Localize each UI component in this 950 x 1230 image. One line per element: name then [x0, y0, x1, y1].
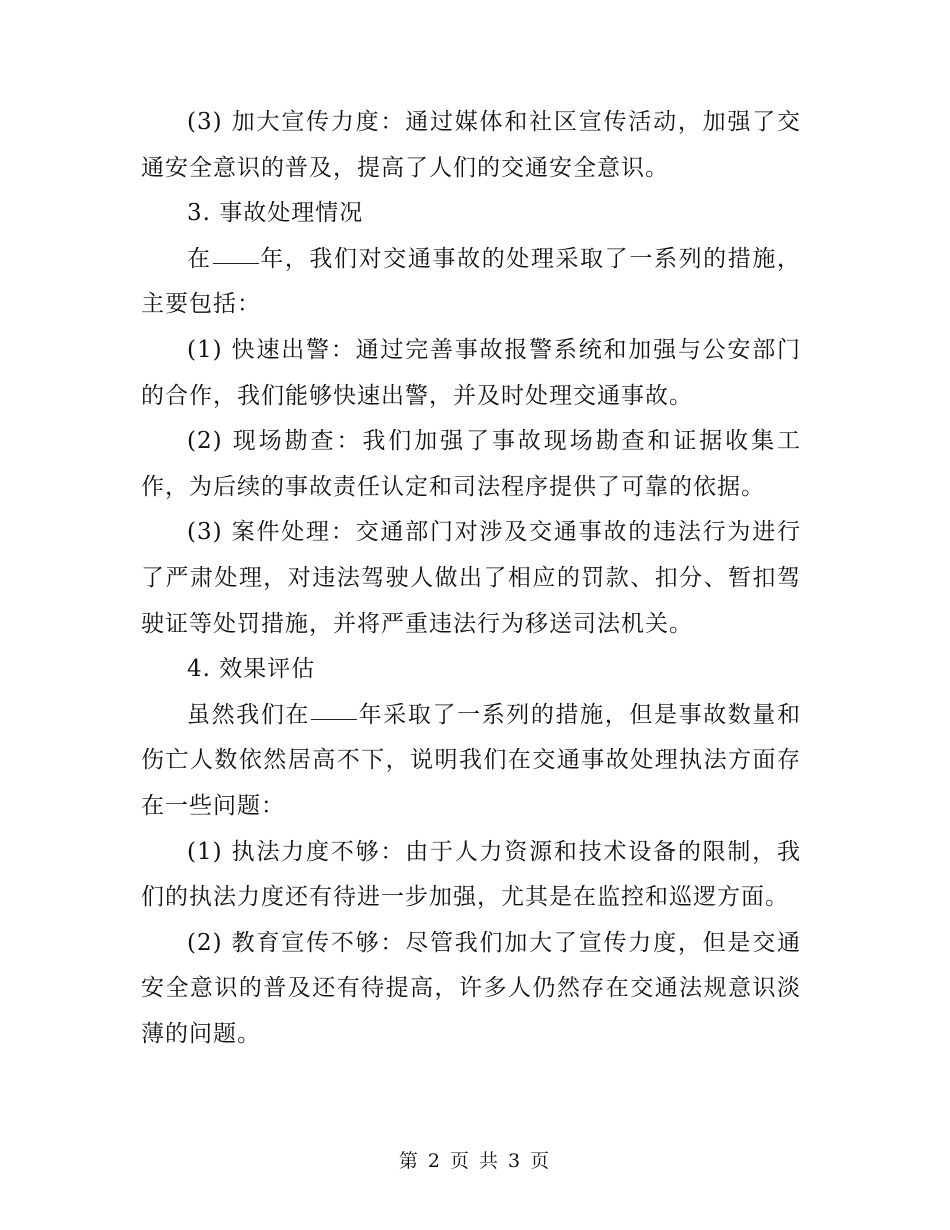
year-blank [213, 262, 259, 264]
section-heading-evaluation: 4. 效果评估 [187, 656, 316, 683]
section-heading-accident-handling: 3. 事故处理情况 [187, 200, 364, 227]
page-number-footer: 第 2 页 共 3 页 [398, 1150, 552, 1172]
year-blank [311, 718, 357, 720]
paragraph-education-issue: (2) 教育宣传不够：尽管我们加大了宣传力度，但是交通安全意识的普及还有待提高，许多人仍然存在交通法规意识淡薄的问题。 [141, 929, 801, 1047]
paragraph-rapid-response: (1) 快速出警：通过完善事故报警系统和加强与公安部门的合作，我们能够快速出警，并及时处理交通事故。 [141, 336, 801, 409]
document-body [141, 100, 801, 1057]
paragraph-case-handling: (3) 案件处理：交通部门对涉及交通事故的违法行为进行了严肃处理，对违法驾驶人做出了相应的罚款、扣分、暂扣驾驶证等处罚措施，并将严重违法行为移送司法机关。 [141, 519, 801, 637]
paragraph-enforcement-issue: (1) 执法力度不够：由于人力资源和技术设备的限制，我们的执法力度还有待进一步加强，尤其是在监控和巡逻方面。 [141, 838, 801, 911]
paragraph-site-investigation: (2) 现场勘查：我们加强了事故现场勘查和证据收集工作，为后续的事故责任认定和司法程序提供了可靠的依据。 [141, 428, 801, 500]
paragraph-publicity: (3) 加大宣传力度：通过媒体和社区宣传活动，加强了交通安全意识的普及，提高了人们的交通安全意识。 [141, 109, 801, 181]
paragraph-evaluation-intro: 虽然我们在 年采取了一系列的措施，但是事故数量和伤亡人数依然居高不下，说明我们在交通事故处理执法方面存在一些问题： [141, 701, 802, 819]
paragraph-measures-intro: 在 年，我们对交通事故的处理采取了一系列的措施，主要包括： [141, 245, 802, 318]
